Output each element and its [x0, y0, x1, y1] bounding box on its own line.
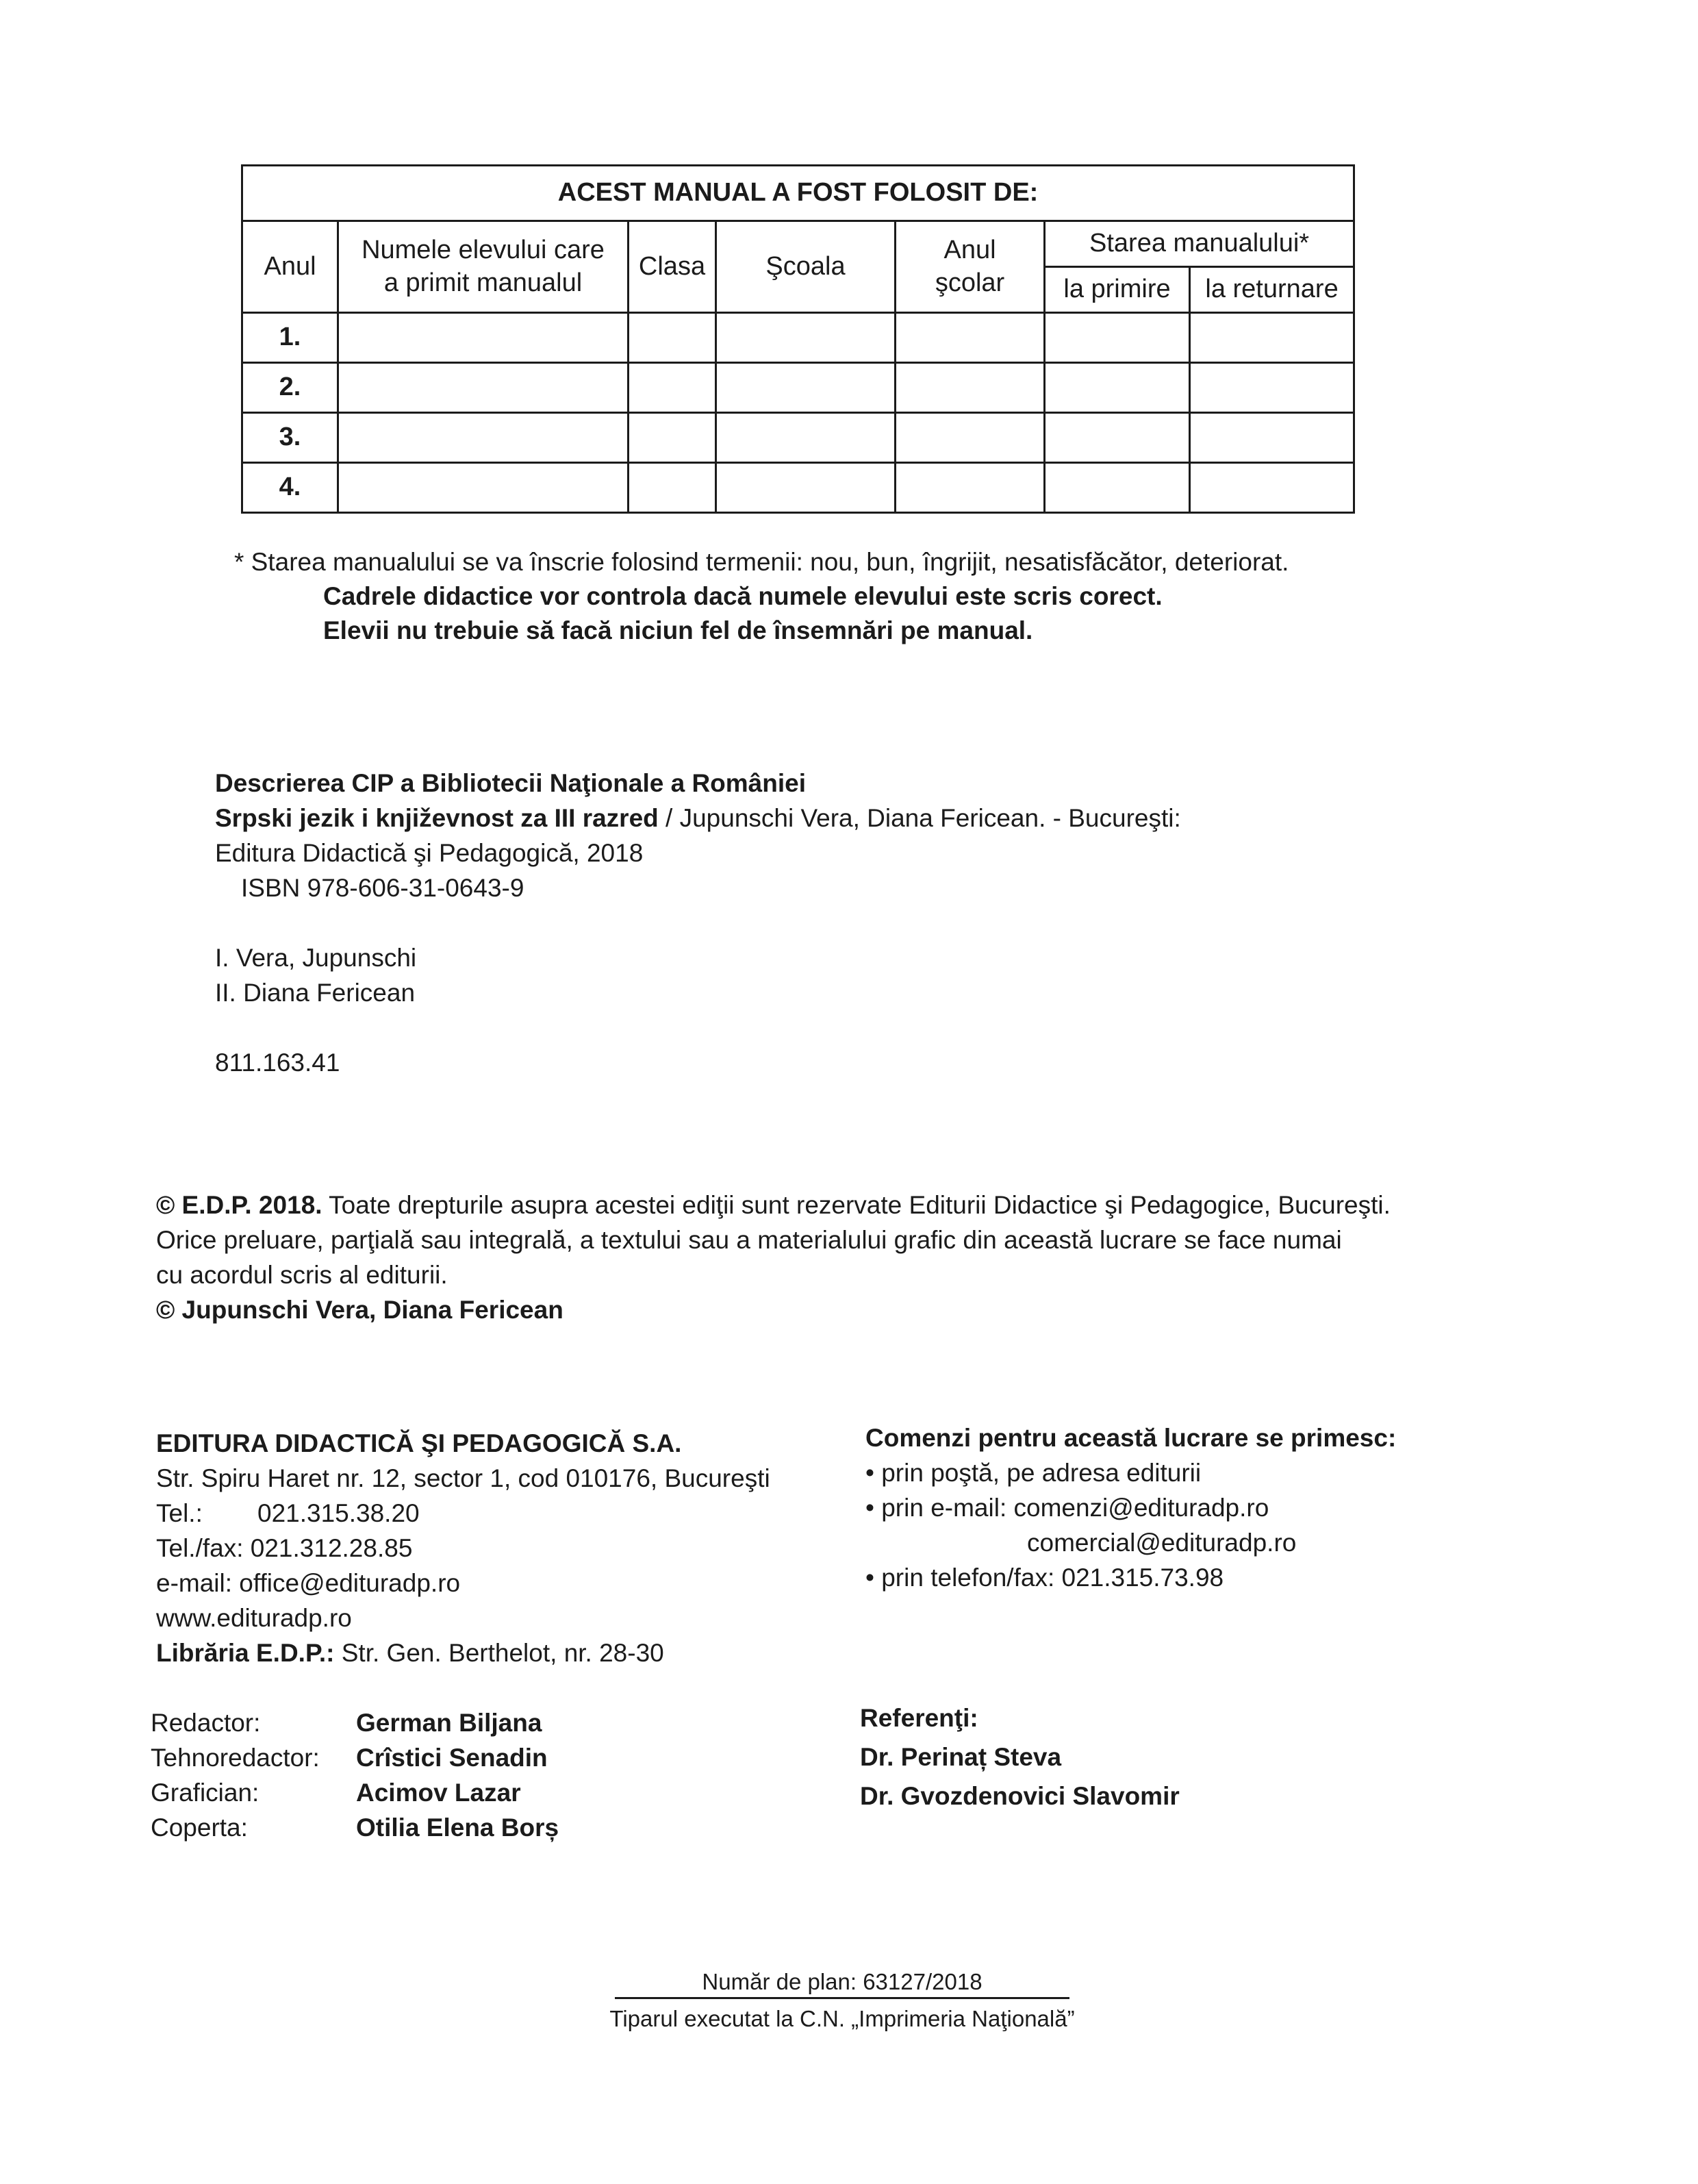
copyright-line-3: cu acordul scris al editurii.	[156, 1261, 448, 1289]
orders-heading: Comenzi pentru această lucrare se primesc:	[865, 1424, 1397, 1452]
header-anul: Anul	[242, 221, 338, 313]
credit-role: Redactor:	[151, 1709, 261, 1737]
publisher-block	[156, 1426, 770, 1670]
table-row	[242, 463, 1354, 513]
table-row	[242, 313, 1354, 363]
publisher-name: EDITURA DIDACTICĂ ŞI PEDAGOGICĂ S.A.	[156, 1429, 682, 1457]
cell-anul-scolar[interactable]	[896, 363, 1045, 413]
copyright-authors: © Jupunschi Vera, Diana Fericean	[156, 1296, 563, 1324]
credit-role: Grafician:	[151, 1779, 259, 1807]
cell-numele[interactable]	[338, 313, 629, 363]
cell-clasa[interactable]	[629, 313, 716, 363]
credit-name: Crîstici Senadin	[356, 1744, 548, 1772]
referees-heading: Referenţi:	[860, 1704, 978, 1732]
cell-anul-scolar[interactable]	[896, 463, 1045, 513]
header-numele: Numele elevului care a primit manualul	[338, 221, 629, 313]
table-row	[242, 413, 1354, 463]
cell-scoala[interactable]	[716, 313, 896, 363]
row-number: 1.	[242, 313, 338, 363]
row-number: 2.	[242, 363, 338, 413]
cell-anul-scolar[interactable]	[896, 313, 1045, 363]
credit-name: German Biljana	[356, 1709, 542, 1737]
cip-isbn: ISBN 978-606-31-0643-9	[241, 874, 524, 902]
publisher-library: Librăria E.D.P.: Str. Gen. Berthelot, nr. 28-30	[156, 1639, 664, 1667]
credit-name: Acimov Lazar	[356, 1779, 521, 1807]
publisher-tel: Tel.: 021.315.38.20	[156, 1499, 420, 1527]
copyright-block	[156, 1188, 1391, 1327]
cell-la-primire[interactable]	[1045, 463, 1190, 513]
cip-heading: Descrierea CIP a Bibliotecii Naţionale a României	[215, 769, 806, 797]
orders-email-2: comercial@edituradp.ro	[1027, 1529, 1297, 1557]
cip-author-1: I. Vera, Jupunschi	[215, 944, 417, 972]
orders-block	[865, 1420, 1396, 1595]
cell-la-returnare[interactable]	[1190, 413, 1354, 463]
header-la-primire: la primire	[1045, 267, 1190, 313]
cell-la-returnare[interactable]	[1190, 313, 1354, 363]
table-row	[242, 363, 1354, 413]
orders-email: • prin e-mail: comenzi@edituradp.ro	[865, 1494, 1269, 1522]
header-clasa: Clasa	[629, 221, 716, 313]
cell-anul-scolar[interactable]	[896, 413, 1045, 463]
credit-role: Tehnoredactor:	[151, 1744, 320, 1772]
row-number: 4.	[242, 463, 338, 513]
condition-footnote: * Starea manualului se va înscrie folosind termenii: nou, bun, îngrijit, nesatisfăcător, deteriorat.	[234, 548, 1289, 576]
cip-udc: 811.163.41	[215, 1049, 340, 1077]
cell-numele[interactable]	[338, 463, 629, 513]
cell-scoala[interactable]	[716, 413, 896, 463]
cell-la-returnare[interactable]	[1190, 363, 1354, 413]
cip-publisher: Editura Didactică şi Pedagogică, 2018	[215, 839, 644, 867]
row-number: 3.	[242, 413, 338, 463]
referees-block	[860, 1698, 1180, 1816]
printer-info: Tiparul executat la C.N. „Imprimeria Naţională”	[609, 2006, 1075, 2031]
cell-la-returnare[interactable]	[1190, 463, 1354, 513]
copyright-line-1: © E.D.P. 2018. Toate drepturile asupra acestei ediţii sunt rezervate Editurii Didactice şi Pedagogice, Bucureşti.	[156, 1191, 1391, 1219]
cip-book-title: Srpski jezik i književnost za III razred	[215, 804, 659, 832]
credit-name: Otilia Elena Borș	[356, 1813, 559, 1842]
orders-phone: • prin telefon/fax: 021.315.73.98	[865, 1564, 1224, 1592]
cell-numele[interactable]	[338, 363, 629, 413]
referee-1: Dr. Perinaț Steva	[860, 1743, 1062, 1771]
cell-scoala[interactable]	[716, 363, 896, 413]
students-note: Elevii nu trebuie să facă niciun fel de însemnări pe manual.	[323, 616, 1033, 644]
referee-2: Dr. Gvozdenovici Slavomir	[860, 1782, 1180, 1810]
cell-la-primire[interactable]	[1045, 313, 1190, 363]
cell-numele[interactable]	[338, 413, 629, 463]
cip-author-2: II. Diana Fericean	[215, 979, 416, 1007]
cell-la-primire[interactable]	[1045, 363, 1190, 413]
publisher-telfax: Tel./fax: 021.312.28.85	[156, 1534, 413, 1562]
header-starea: Starea manualului*	[1045, 221, 1354, 267]
orders-post: • prin poştă, pe adresa editurii	[865, 1459, 1202, 1487]
teachers-note: Cadrele didactice vor controla dacă numele elevului este scris corect.	[323, 582, 1163, 610]
publisher-website: www.edituradp.ro	[156, 1604, 352, 1632]
table-title: ACEST MANUAL A FOST FOLOSIT DE:	[242, 166, 1354, 221]
credit-row	[151, 1705, 559, 1740]
publisher-email: e-mail: office@edituradp.ro	[156, 1569, 461, 1597]
cell-scoala[interactable]	[716, 463, 896, 513]
cip-title-line	[215, 801, 1181, 836]
plan-number: Număr de plan: 63127/2018	[615, 1967, 1069, 1999]
cip-description	[215, 766, 1181, 1080]
credits-block	[151, 1705, 559, 1845]
copyright-line-2: Orice preluare, parţială sau integrală, a textului sau a materialului grafic din această lucrare se face numai	[156, 1226, 1342, 1254]
cell-clasa[interactable]	[629, 363, 716, 413]
credit-row	[151, 1810, 559, 1845]
cip-authors: / Jupunschi Vera, Diana Fericean. - Bucureşti:	[658, 804, 1181, 832]
publisher-address: Str. Spiru Haret nr. 12, sector 1, cod 010176, Bucureşti	[156, 1464, 770, 1492]
credit-row	[151, 1775, 559, 1810]
credit-role: Coperta:	[151, 1813, 248, 1842]
cell-clasa[interactable]	[629, 463, 716, 513]
cell-clasa[interactable]	[629, 413, 716, 463]
header-anul-scolar: Anul şcolar	[896, 221, 1045, 313]
manual-usage-table	[241, 164, 1355, 514]
cell-la-primire[interactable]	[1045, 413, 1190, 463]
copyright-edp: © E.D.P. 2018.	[156, 1191, 322, 1219]
header-scoala: Şcoala	[716, 221, 896, 313]
credit-row	[151, 1740, 559, 1775]
header-la-returnare: la returnare	[1190, 267, 1354, 313]
